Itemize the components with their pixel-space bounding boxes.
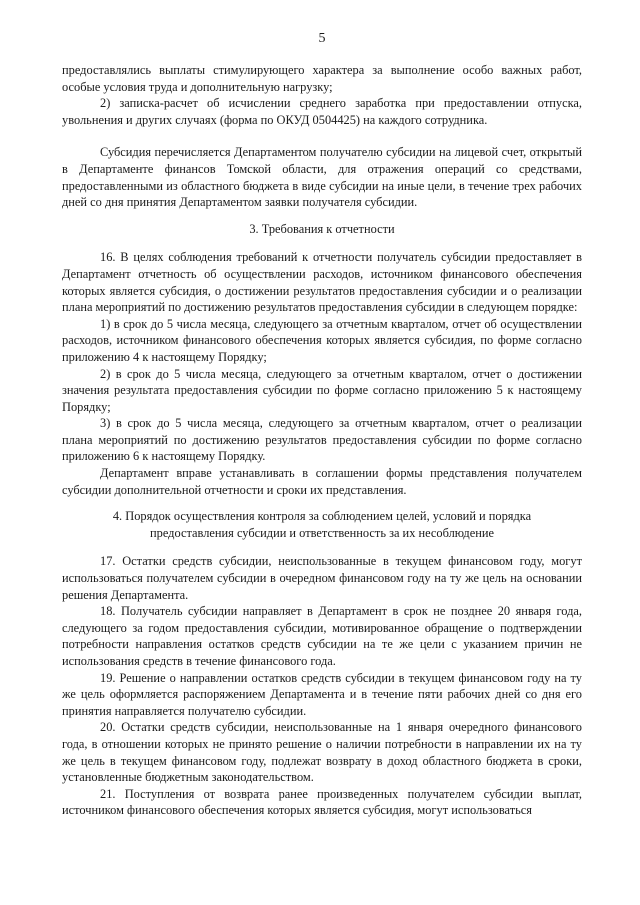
paragraph-21: 21. Поступления от возврата ранее произведенных получателем субсидии выплат, источником финансового обеспечения которых является субсидия, могут использоваться bbox=[62, 786, 582, 818]
continuation-paragraph: предоставлялись выплаты стимулирующего характера за выполнение особо важных работ, особые условия труда и дополнительную нагрузку; bbox=[62, 63, 582, 94]
page-number: 5 bbox=[318, 31, 326, 46]
paragraph-18: 18. Получатель субсидии направляет в Департамент в срок не позднее 20 января года, следующего за годом предоставления субсидии, мотивированное обращение о подтверждении потребности направления остатков средств субсидии на те же цели с указанием причин не использования средств в течение финансового года. bbox=[62, 604, 582, 668]
paragraph-16-item-3: 3) в срок до 5 числа месяца, следующего за отчетным кварталом, отчет о реализации плана мероприятий по достижению результатов предоставления субсидии по форме согласно приложению 6 к настоящему Порядку. bbox=[62, 416, 582, 464]
section-3-heading bbox=[62, 221, 582, 238]
paragraph-16: 16. В целях соблюдения требований к отчетности получатель субсидии предоставляет в Департамент отчетность об осуществлении расходов, источником финансового обеспечения которых является субсидия, о достижении результатов предоставления субсидии и о реализации плана мероприятий по достижению результатов предоставления субсидии в следующем порядке: bbox=[62, 250, 582, 315]
section-4-title-line-1: 4. Порядок осуществления контроля за соблюдением целей, условий и порядка bbox=[112, 509, 532, 524]
section-3-title: 3. Требования к отчетности bbox=[249, 221, 395, 236]
paragraph-17: 17. Остатки средств субсидии, неиспользованные в текущем финансовом году, могут использоваться получателем субсидии в очередном финансовом году на ту же цель на основании решения Департамента. bbox=[62, 554, 582, 602]
subsidy-transfer-paragraph: Субсидия перечисляется Департаментом получателю субсидии на лицевой счет, открытый в Департаменте финансов Томской области, для отражения операций со средствами, предоставленными из областного бюджета в виде субсидии на иные цели, в течение трех рабочих дней со дня принятия Департаментом заявки получателя субсидии. bbox=[62, 145, 582, 210]
document-page bbox=[62, 30, 582, 819]
paragraph-16-item-1: 1) в срок до 5 числа месяца, следующего за отчетным кварталом, отчет об осуществлении расходов, источником финансового обеспечения которых является субсидия, по форме согласно приложению 4 к настоящему Порядку; bbox=[62, 316, 582, 364]
paragraph-16-item-2: 2) в срок до 5 числа месяца, следующего за отчетным кварталом, отчет о достижении значения результата предоставления субсидии по форме согласно приложению 5 к настоящему Порядку; bbox=[62, 366, 582, 414]
paragraph-19: 19. Решение о направлении остатков средств субсидии в текущем финансовом году на ту же цель оформляется распоряжением Департамента и в течение пяти рабочих дней со дня его принятия направляется получателю субсидии. bbox=[62, 670, 582, 718]
item-2-paragraph: 2) записка-расчет об исчислении среднего заработка при предоставлении отпуска, увольнения и других случаях (форма по ОКУД 0504425) на каждого сотрудника. bbox=[62, 96, 582, 127]
section-4-title-line-2: предоставления субсидии и ответственность за их несоблюдение bbox=[150, 525, 494, 540]
paragraph-20: 20. Остатки средств субсидии, неиспользованные на 1 января очередного финансового года, в отношении которых не принято решение о наличии потребности в направлении их на ту же цель в текущем финансовом году, подлежат возврату в доход областного бюджета в сроки, установленные бюджетным законодательством. bbox=[62, 720, 582, 785]
section-4-heading bbox=[62, 508, 582, 541]
paragraph-additional-reporting: Департамент вправе устанавливать в соглашении формы представления получателем субсидии дополнительной отчетности и сроки их представления. bbox=[62, 466, 582, 497]
spacer bbox=[62, 128, 582, 144]
